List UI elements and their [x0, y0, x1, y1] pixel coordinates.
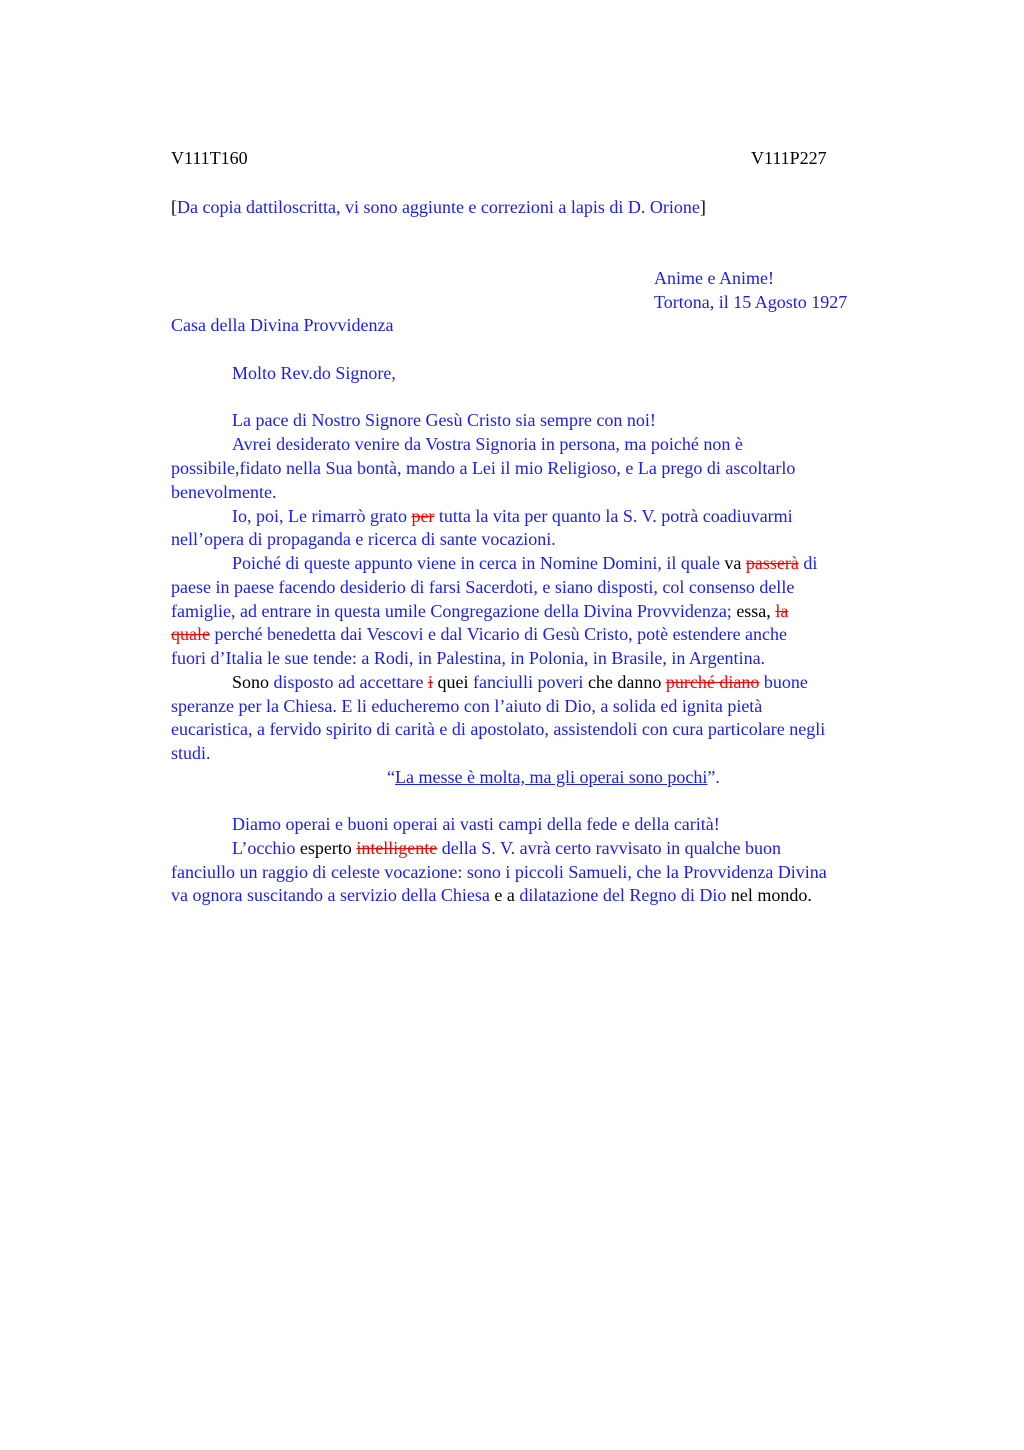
letter-line: Io, poi, Le rimarrò grato per tutta la vita per quanto la S. V. potrà coadiuvarmi [232, 506, 793, 526]
letter-line: quale perché benedetta dai Vescovi e dal Vicario di Gesù Cristo, potè estendere anche [171, 624, 788, 644]
deleted-word: i [427, 672, 433, 692]
letter-line: Avrei desiderato venire da Vostra Signoria in persona, ma poiché non è [232, 434, 743, 454]
letter-line: Poiché di queste appunto viene in cerca in Nomine Domini, il quale va passerà di [232, 553, 818, 573]
place-date: Tortona, il 15 Agosto 1927 [654, 292, 848, 312]
letter-line: Sono disposto ad accettare i quei fanciulli poveri che danno purché diano buone [232, 672, 808, 692]
letter-line: benevolmente. [171, 482, 277, 502]
deleted-word: la [775, 601, 789, 621]
letter-line: va ognora suscitando a servizio della Chiesa e a dilatazione del Regno di Dio nel mondo. [171, 885, 812, 905]
deleted-word: purché diano [665, 672, 760, 692]
letter-line: fanciullo un raggio di celeste vocazione: sono i piccoli Samueli, che la Provvidenza Divina [171, 862, 827, 882]
letter-line: famiglie, ad entrare in questa umile Congregazione della Divina Provvidenza; essa, la [171, 601, 789, 621]
institution-name: Casa della Divina Provvidenza [171, 315, 394, 335]
letter-line: speranze per la Chiesa. E li educheremo con l’aiuto di Dio, a solida ed ignita pietà [171, 696, 763, 716]
letter-line: studi. [171, 743, 211, 763]
letter-line: paese in paese facendo desiderio di farsi Sacerdoti, e siano disposti, col consenso delle [171, 577, 795, 597]
transcription-note: [Da copia dattiloscritta, vi sono aggiunte e correzioni a lapis di D. Orione] [171, 197, 706, 217]
letter-line: possibile,fidato nella Sua bontà, mando a Lei il mio Religioso, e La prego di ascoltarlo [171, 458, 796, 478]
document-code-right: V111P227 [751, 148, 827, 168]
deleted-word: intelligente [356, 838, 438, 858]
scripture-quote: “La messe è molta, ma gli operai sono pochi”. [387, 767, 720, 787]
deleted-word: quale [171, 624, 210, 644]
deleted-word: per [411, 506, 435, 526]
letter-line: eucaristica, a fervido spirito di carità e di apostolato, assistendoli con cura particolare negli [171, 719, 826, 739]
letter-line: nell’opera di propaganda e ricerca di sante vocazioni. [171, 529, 556, 549]
letter-line: Diamo operai e buoni operai ai vasti campi della fede e della carità! [232, 814, 720, 834]
letter-line: La pace di Nostro Signore Gesù Cristo sia sempre con noi! [232, 410, 656, 430]
letter-line: fuori d’Italia le sue tende: a Rodi, in Palestina, in Polonia, in Brasile, in Argentina. [171, 648, 766, 668]
document-code-left: V111T160 [171, 148, 248, 168]
salutation: Molto Rev.do Signore, [232, 363, 396, 383]
letter-line: L’occhio esperto intelligente della S. V. avrà certo ravvisato in qualche buon [232, 838, 782, 858]
deleted-word: passerà [745, 553, 799, 573]
motto: Anime e Anime! [654, 268, 774, 288]
